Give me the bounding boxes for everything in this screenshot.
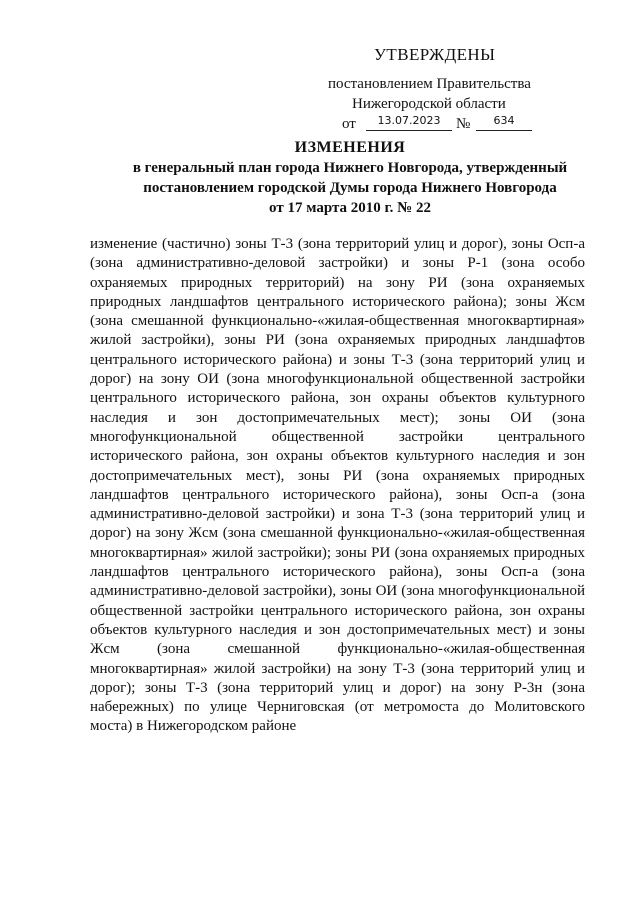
heading-line-1: в генеральный план города Нижнего Новгорода, утвержденный xyxy=(132,160,568,176)
date-label: от xyxy=(342,116,356,132)
heading-line-3: от 17 марта 2010 г. № 22 xyxy=(269,200,431,216)
approval-region-line: Нижегородской области xyxy=(352,96,506,112)
approval-title: УТВЕРЖДЕНЫ xyxy=(374,45,496,64)
number-value: 634 xyxy=(476,114,532,131)
date-value: 13.07.2023 xyxy=(366,114,452,131)
document-heading xyxy=(60,138,640,218)
body-paragraph: изменение (частично) зоны Т-3 (зона территорий улиц и дорог), зоны Осп-а (зона административно-деловой застройки) и зоны Р-1 (зона особо охраняемых природных территорий) на зону РИ (зона охраняемых природных ландшафтов центрального исторического района); зоны Жсм (зона смешанной функционально-«жилая-общественная многоквартирная» жилой застройки), зоны РИ (зона охраняемых природных ландшафтов центрального исторического района) и зоны Т-3 (зона территорий улиц и дорог) на зону ОИ (зона многофункциональной общественной застройки центрального исторического района, зон охраны объектов культурного наследия и зон достопримечательных мест); зоны ОИ (зона многофункциональной общественной застройки центрального исторического района, зон охраны объектов культурного наследия и зон достопримечательных мест), зоны РИ (зона охраняемых природных ландшафтов центрального исторического района), зоны Осп-а (зона административно-деловой застройки) и зона Т-3 (зона территорий улиц и дорог) на зону Жсм (зона смешанной функционально-«жилая-общественная многоквартирная» жилой застройки); зоны РИ (зона охраняемых природных ландшафтов центрального исторического района), зоны Осп-а (зона административно-деловой застройки), зоны ОИ (зона многофункциональной общественной застройки центрального исторического района, зон охраны объектов культурного наследия и зон достопримечательных мест) и зоны Жсм (зона смешанной функционально-«жилая-общественная многоквартирная» жилой застройки) на зону Т-3 (зона территорий улиц и дорог); зоны Т-3 (зона территорий улиц и дорог) на зону Р-3н (зона набережных) по улице Черниговская (от метромоста до Молитовского моста) в Нижегородском районе xyxy=(90,236,585,735)
heading-title: ИЗМЕНЕНИЯ xyxy=(294,139,406,156)
number-label: № xyxy=(456,116,471,132)
heading-line-2: постановлением городской Думы города Нижнего Новгорода xyxy=(143,180,557,196)
approval-authority-line: постановлением Правительства xyxy=(328,76,531,92)
